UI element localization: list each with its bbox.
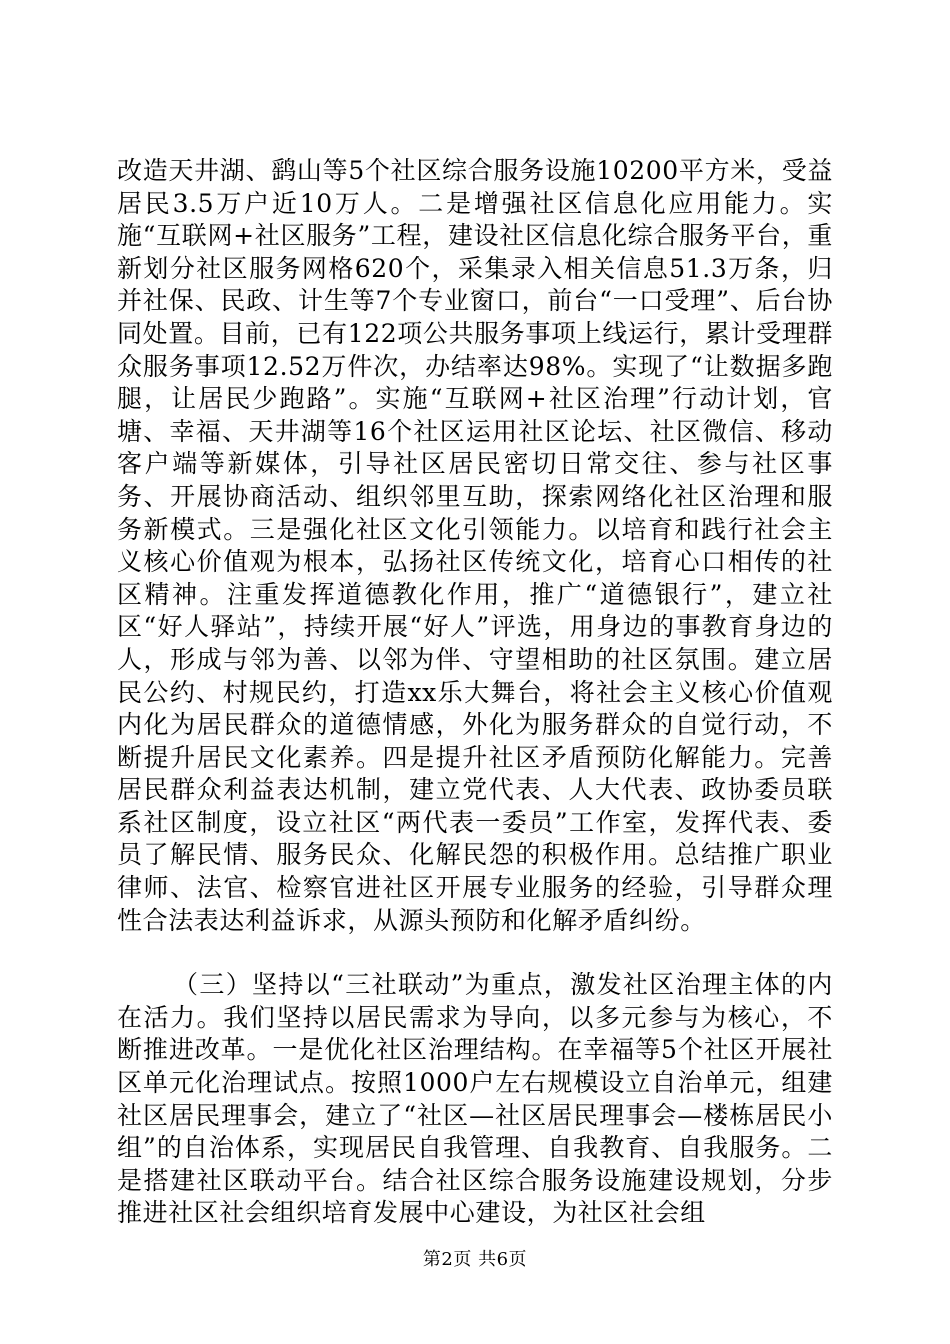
paragraph-three-social-linkage: （三）坚持以“三社联动”为重点，激发社区治理主体的内在活力。我们坚持以居民需求为导向，以多元参与为核心，不断推进改革。一是优化社区治理结构。在幸福等5个社区开展社区单元化治理试点。按照1000户左右规模设立自治单元，组建社区居民理事会，建立了“社区—社区居民理事会—楼栋居民小组”的自治体系，实现居民自我管理、自我教育、自我服务。二是搭建社区联动平台。结合社区综合服务设施建设规划，分步推进社区社会组织培育发展中心建设，为社区社会组 bbox=[117, 970, 833, 1228]
page-number-footer: 第2页 共6页 bbox=[422, 1249, 528, 1270]
document-body bbox=[117, 155, 833, 1230]
paragraph-community-services: 改造天井湖、鹞山等5个社区综合服务设施10200平方米，受益居民3.5万户近10万人。二是增强社区信息化应用能力。实施“互联网+社区服务”工程，建设社区信息化综合服务平台，重新划分社区服务网格620个，采集录入相关信息51.3万条，归并社保、民政、计生等7个专业窗口，前台“一口受理”、后台协同处置。目前，已有122项公共服务事项上线运行，累计受理群众服务事项12.52万件次，办结率达98%。实现了“让数据多跑腿，让居民少跑路”。实施“互联网+社区治理”行动计划，官塘、幸福、天井湖等16个社区运用社区论坛、社区微信、移动客户端等新媒体，引导社区居民密切日常交往、参与社区事务、开展协商活动、组织邻里互助，探索网络化社区治理和服务新模式。三是强化社区文化引领能力。以培育和践行社会主义核心价值观为根本，弘扬社区传统文化，培育心口相传的社区精神。注重发挥道德教化作用，推广“道德银行”，建立社区“好人驿站”，持续开展“好人”评选，用身边的事教育身边的人，形成与邻为善、以邻为伴、守望相助的社区氛围。建立居民公约、村规民约，打造xx乐大舞台，将社会主义核心价值观内化为居民群众的道德情感，外化为服务群众的自觉行动，不断提升居民文化素养。四是提升社区矛盾预防化解能力。完善居民群众利益表达机制，建立党代表、人大代表、政协委员联系社区制度，设立社区“两代表一委员”工作室，发挥代表、委员了解民情、服务民众、化解民怨的积极作用。总结推广职业律师、法官、检察官进社区开展专业服务的经验，引导群众理性合法表达利益诉求，从源头预防和化解矛盾纠纷。 bbox=[117, 156, 833, 935]
